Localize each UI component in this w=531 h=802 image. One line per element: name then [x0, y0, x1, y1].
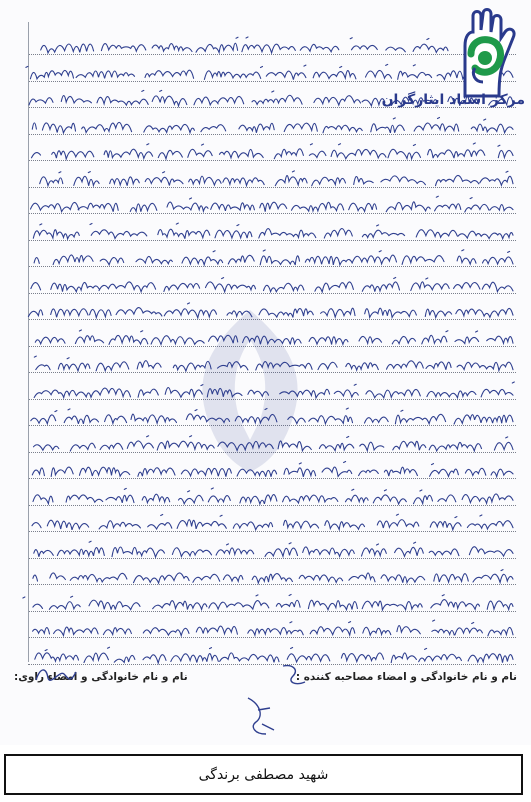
- handwritten-line: [28, 564, 516, 588]
- caption-text: شهید مصطفی برندگی: [198, 766, 329, 783]
- handwritten-line: [28, 591, 516, 615]
- handwritten-line: [28, 220, 516, 244]
- handwritten-line: [28, 326, 516, 350]
- handwritten-line: [28, 432, 516, 456]
- handwritten-line: [28, 193, 516, 217]
- handwritten-line: [28, 299, 516, 323]
- hand-emblem-logo: [435, 6, 525, 101]
- logo-caption: مرکز اسناد ایثارگران: [381, 92, 525, 108]
- handwritten-line: [28, 273, 516, 297]
- handwritten-line: [28, 352, 516, 376]
- caption-box: [4, 754, 523, 795]
- handwritten-line: [28, 114, 516, 138]
- interviewer-signature-label: نام و نام خانوادگی و امضاء مصاحبه کننده :: [295, 671, 517, 683]
- handwritten-line: [28, 617, 516, 641]
- handwritten-line: [28, 246, 516, 270]
- narrator-signature-label: نام و نام خانوادگی و امضاء راوی:: [14, 671, 188, 683]
- handwritten-line: [28, 458, 516, 482]
- handwritten-line: [28, 405, 516, 429]
- stamp-signature: [240, 690, 280, 740]
- handwritten-line: [28, 511, 516, 535]
- narrator-signature: [30, 660, 80, 690]
- handwritten-line: [28, 167, 516, 191]
- handwritten-line: [28, 379, 516, 403]
- handwritten-line: [28, 538, 516, 562]
- signature-labels: [14, 664, 517, 690]
- handwritten-line: [28, 140, 516, 164]
- handwritten-line: [28, 485, 516, 509]
- interviewer-signature: [275, 660, 315, 690]
